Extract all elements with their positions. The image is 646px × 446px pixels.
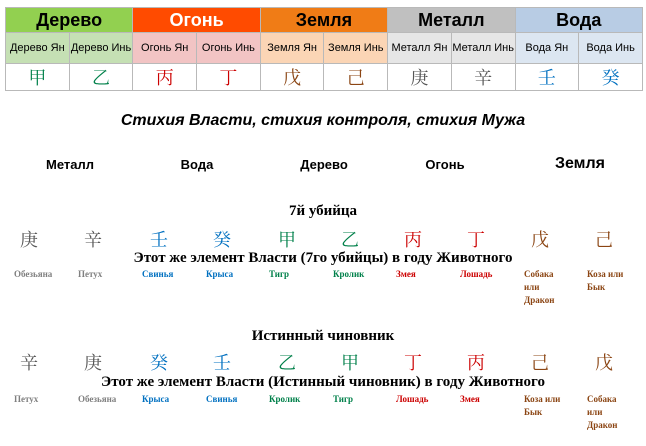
page-title: Стихия Власти, стихия контроля, стихия Мужа (120, 112, 526, 129)
section1-char-8: 戊 (531, 230, 549, 251)
wood-yin-char: 乙 (69, 64, 133, 91)
section1-subtitle: Этот же элемент Власти (7го убийцы) в году Животного (133, 250, 513, 266)
earth-yin-label: Земля Инь (324, 33, 388, 64)
yin-yang-row (6, 33, 643, 64)
section1-animal-7: Лошадь (460, 269, 493, 279)
water-yang-label: Вода Ян (515, 33, 579, 64)
section2-subtitle: Этот же элемент Власти (Истинный чиновник) в году Животного (101, 374, 545, 390)
wood-yang-char: 甲 (6, 64, 70, 91)
section2-animal-0: Петух (14, 394, 39, 404)
element-header-metal: Металл (388, 8, 515, 33)
element-header-wood: Дерево (6, 8, 133, 33)
section2-char-9: 戊 (595, 353, 613, 374)
metal-yang-char: 庚 (388, 64, 452, 91)
section2-char-3: 壬 (213, 353, 231, 374)
section1-char-2: 壬 (150, 230, 168, 251)
section1-char-4: 甲 (278, 230, 296, 251)
element-name-metal: Металл (45, 157, 94, 172)
section1-char-9: 己 (595, 230, 613, 251)
section2-char-0: 辛 (20, 353, 38, 374)
section2-animal-3: Свинья (206, 394, 238, 404)
section2-char-8: 己 (531, 353, 549, 374)
section2-char-6: 丁 (404, 353, 422, 374)
fire-yang-char: 丙 (133, 64, 197, 91)
element-header-water: Вода (515, 8, 643, 33)
section1-animal-9: Коза или Бык (587, 269, 624, 292)
element-name-water: Вода (180, 157, 214, 172)
section1-animal-1: Петух (78, 269, 103, 279)
element-name-wood: Дерево (300, 157, 348, 172)
section2-animal-9: Собака или Дракон (587, 394, 618, 430)
element-name-fire: Огонь (425, 157, 465, 172)
section1-animal-2: Свинья (142, 269, 174, 279)
element-header-row (6, 8, 643, 33)
section2-animal-2: Крыса (142, 394, 170, 404)
water-yin-label: Вода Инь (579, 33, 643, 64)
section1-char-0: 庚 (20, 230, 38, 251)
section1-char-7: 丁 (467, 230, 485, 251)
section1-animal-0: Обезьяна (14, 269, 53, 279)
earth-yang-char: 戊 (260, 64, 324, 91)
wood-yin-label: Дерево Инь (69, 33, 133, 64)
section1-char-1: 辛 (84, 230, 102, 251)
metal-yang-label: Металл Ян (388, 33, 452, 64)
section1-animal-8: Собака или Дракон (524, 269, 555, 305)
section2-char-2: 癸 (150, 353, 168, 374)
section1-char-5: 乙 (341, 230, 359, 251)
section2-heading: Истинный чиновник (251, 328, 395, 344)
section1-animal-3: Крыса (206, 269, 234, 279)
section1-char-3: 癸 (213, 230, 231, 251)
section2-animal-4: Кролик (269, 394, 301, 404)
section2-animal-7: Змея (460, 394, 480, 404)
section2-char-1: 庚 (84, 353, 102, 374)
section2-animal-8: Коза или Бык (524, 394, 561, 417)
section2-animal-1: Обезьяна (78, 394, 117, 404)
hieroglyph-row (6, 64, 643, 91)
section2-animal-5: Тигр (333, 394, 354, 404)
wood-yang-label: Дерево Ян (6, 33, 70, 64)
section2-animal-6: Лошадь (396, 394, 429, 404)
section1-animal-6: Змея (396, 269, 416, 279)
water-yang-char: 壬 (515, 64, 579, 91)
fire-yang-label: Огонь Ян (133, 33, 197, 64)
element-name-earth: Земля (554, 155, 606, 172)
section1-heading: 7й убийца (288, 203, 358, 219)
section1-animal-5: Кролик (333, 269, 365, 279)
section2-char-5: 甲 (341, 353, 359, 374)
section1-char-6: 丙 (404, 230, 422, 251)
metal-yin-label: Металл Инь (451, 33, 515, 64)
section2-char-7: 丙 (467, 353, 485, 374)
fire-yin-char: 丁 (197, 64, 261, 91)
water-yin-char: 癸 (579, 64, 643, 91)
fire-yin-label: Огонь Инь (197, 33, 261, 64)
earth-yin-char: 己 (324, 64, 388, 91)
element-header-earth: Земля (260, 8, 387, 33)
earth-yang-label: Земля Ян (260, 33, 324, 64)
metal-yin-char: 辛 (451, 64, 515, 91)
section2-char-4: 乙 (278, 353, 296, 374)
section1-animal-4: Тигр (269, 269, 290, 279)
five-elements-table (5, 7, 643, 91)
element-header-fire: Огонь (133, 8, 260, 33)
